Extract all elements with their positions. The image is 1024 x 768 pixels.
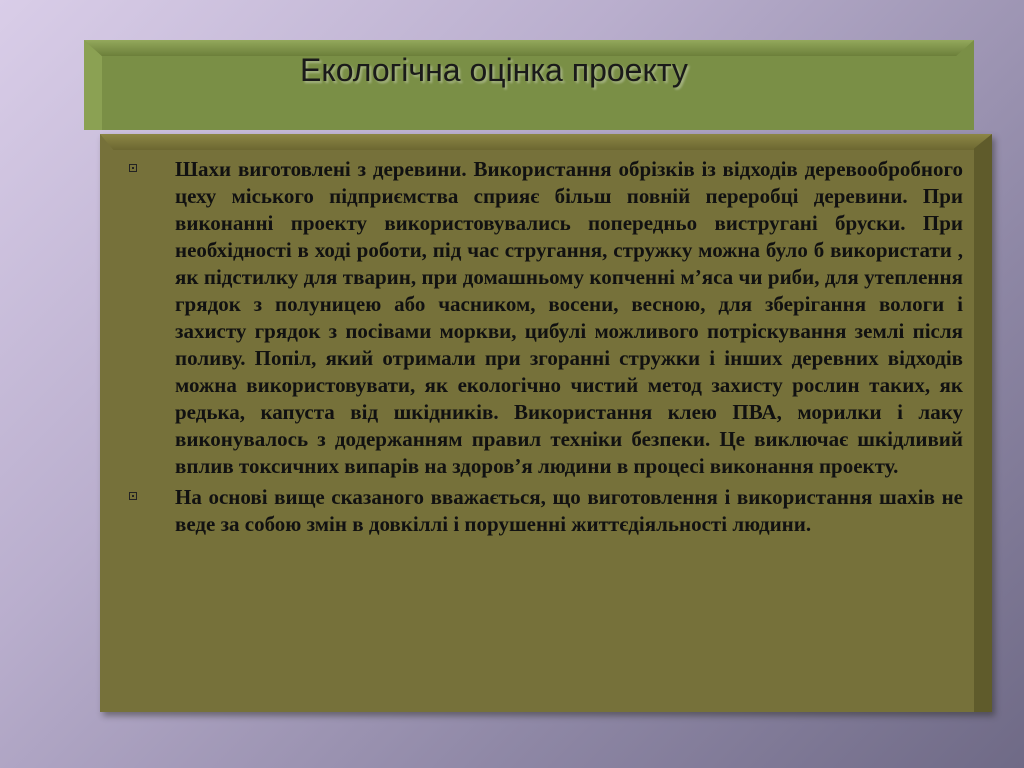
content-panel-bevel (100, 134, 992, 150)
square-bullet-icon (129, 164, 137, 172)
content-body (125, 156, 963, 542)
slide-title: Екологічна оцінка проекту (300, 52, 688, 88)
bullet-item (125, 484, 963, 538)
bullet-text: Шахи виготовлені з деревини. Використання обрізків із відходів деревообробного цеху міського підприємства сприяє більш повній переробці деревини. При виконанні проекту використовувались попередньо виструганi бруски. При необхідності в ході роботи, під час стругання, стружку можна було б використати , як підстилку для тварин, при домашньому копченні м’яса чи риби, для утеплення грядок з полуницею або часником, восени, весною, для зберігання вологи і захисту грядок з посівами моркви, цибулі можливого потріскування землі після поливу. Попіл, який отримали при згоранні стружки і інших деревних відходів можна використовувати, як екологічно чистий метод захисту рослин таких, як редька, капуста від шкідників. Використання клею ПВА, морилки і лаку виконувалось з додержанням правил техніки безпеки. Це виключає шкідливий вплив токсичних випарів на здоров’я людини в процесі виконання проекту. (175, 157, 963, 478)
bullet-item (125, 156, 963, 480)
square-bullet-icon (129, 492, 137, 500)
bullet-text: На основі вище сказаного вважається, що виготовлення і використання шахів не веде за собою змін в довкіллі і порушенні життєдіяльності людини. (175, 485, 963, 536)
content-panel-bevel-right (974, 134, 992, 712)
